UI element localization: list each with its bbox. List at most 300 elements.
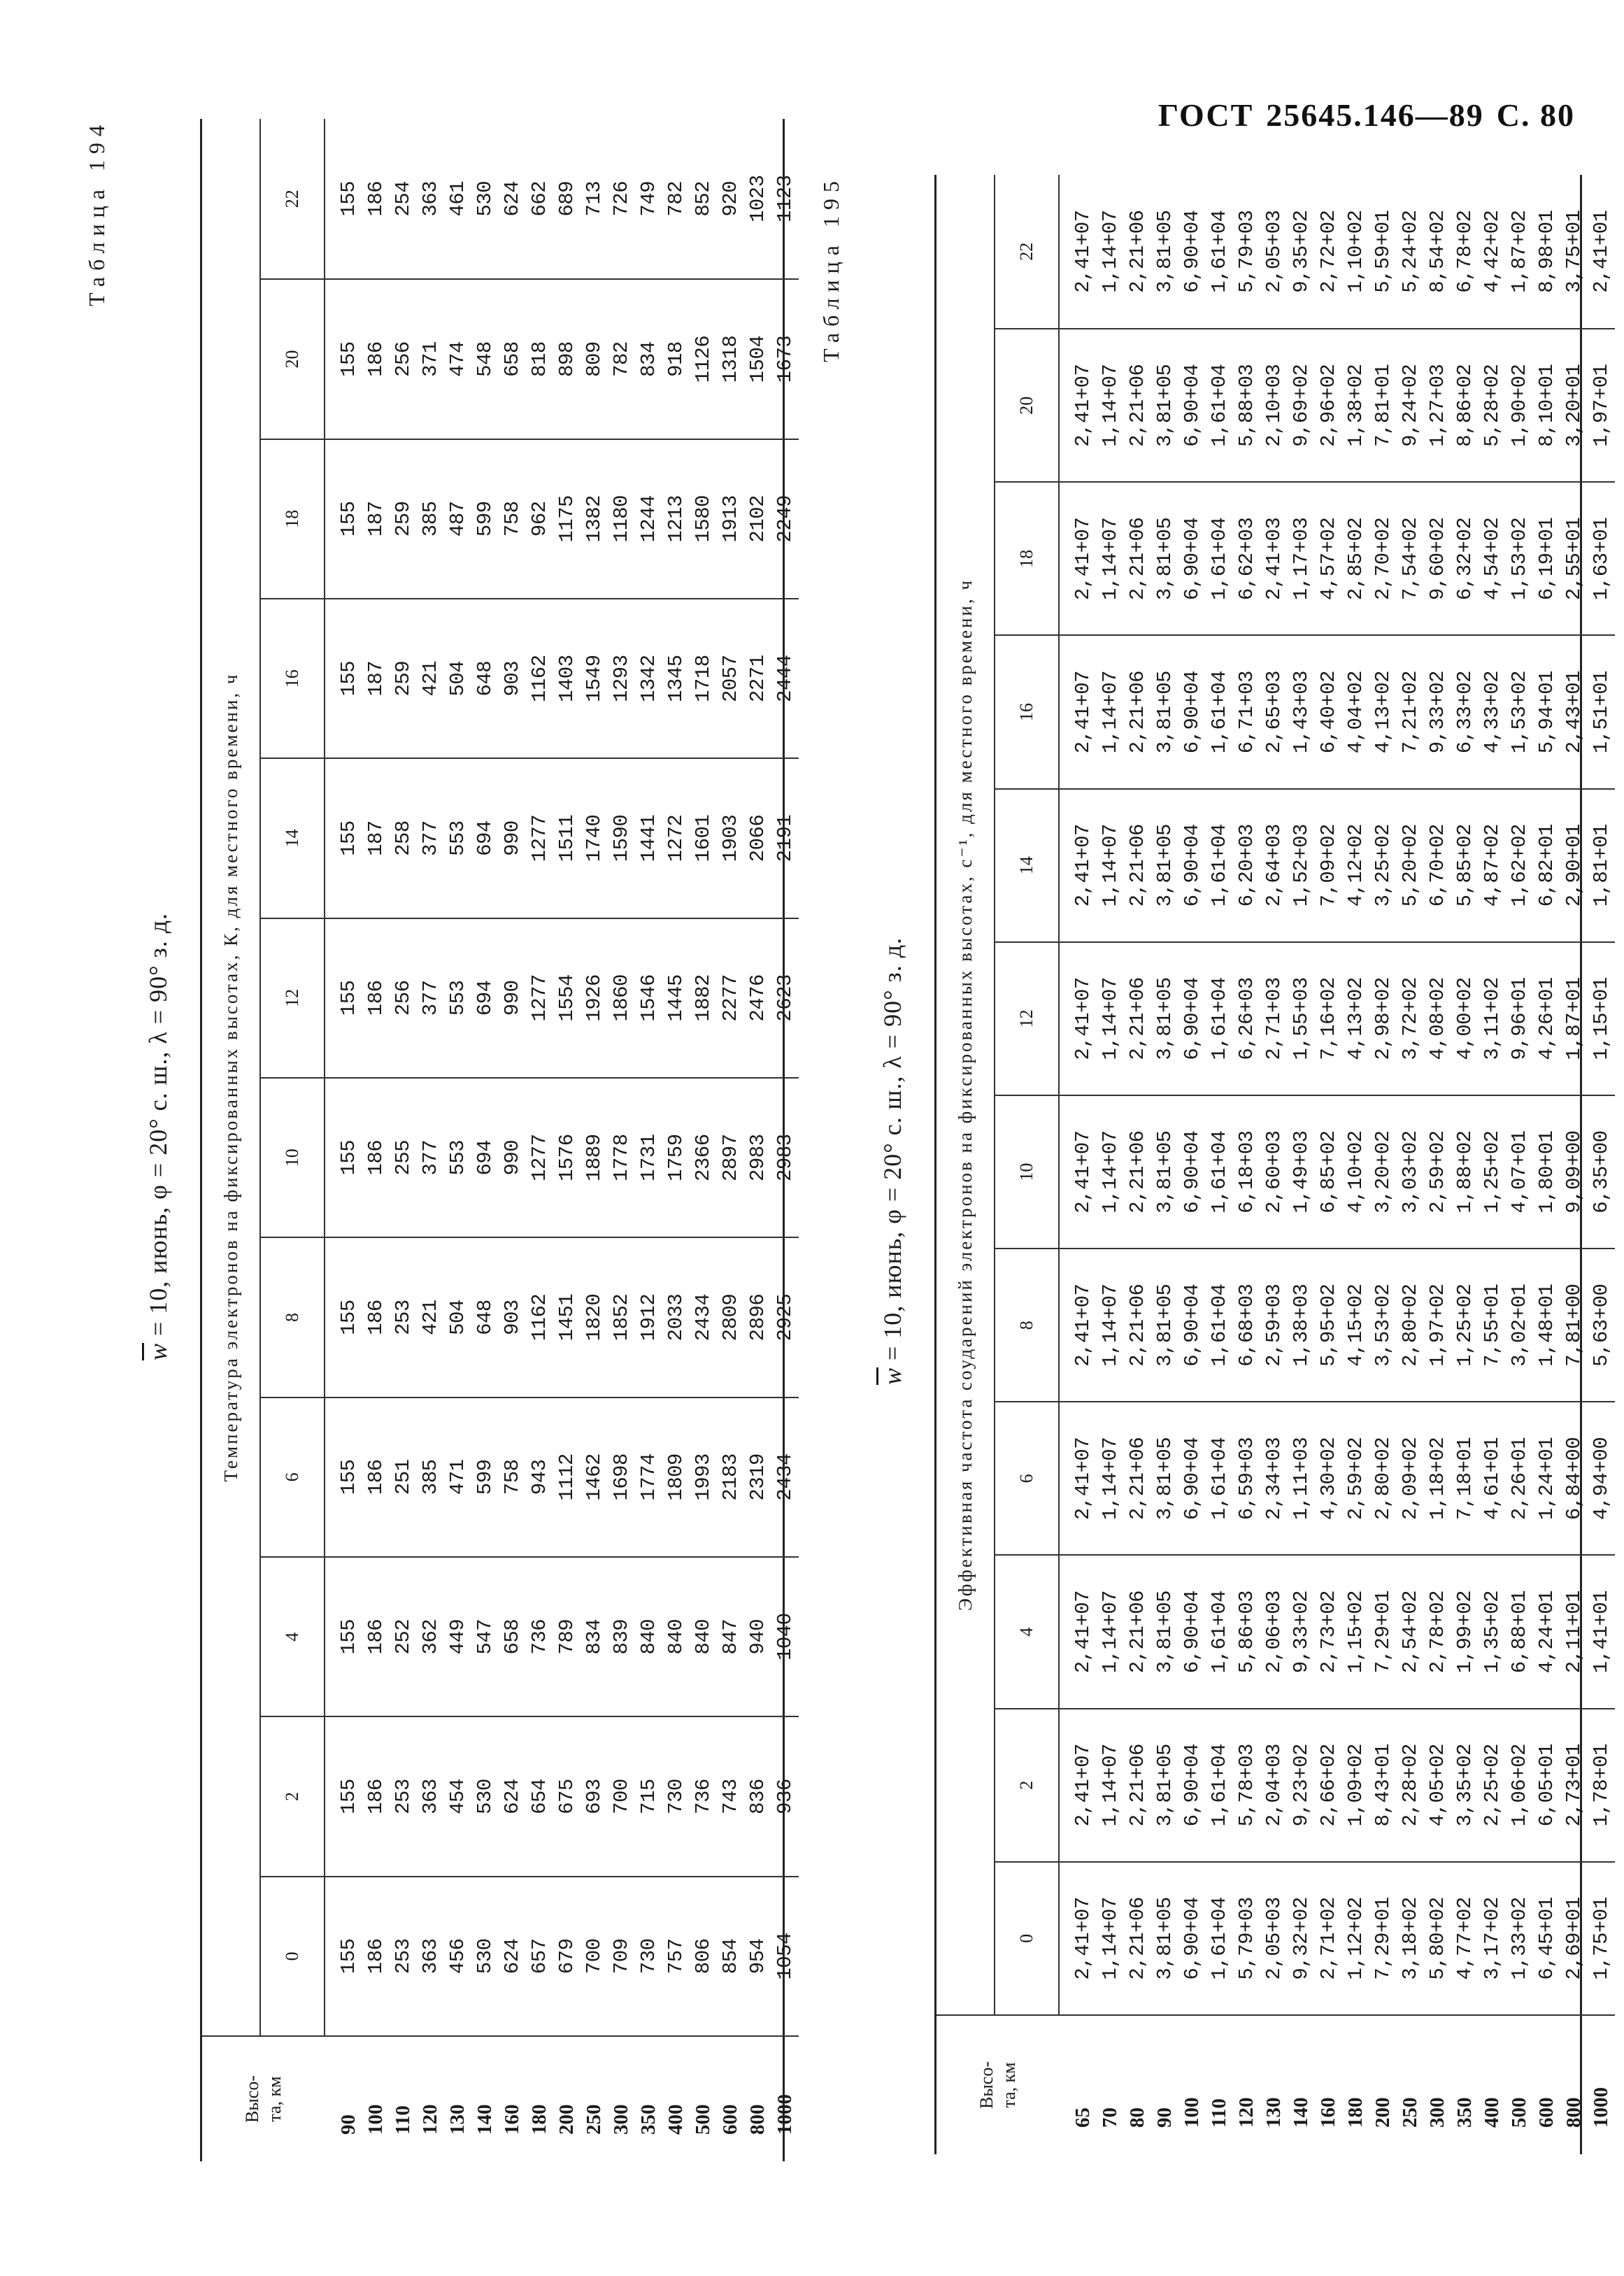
table-cell: 6,62+03: [1235, 517, 1258, 601]
table-cell: 2809: [719, 1293, 742, 1342]
table-cell: 1,61+04: [1208, 1283, 1231, 1367]
table-cell: 1,61+04: [1208, 210, 1231, 293]
table-cell: 2,41+07: [1071, 364, 1095, 447]
group-header: Температура электронов на фиксированных высотах, К, для местного времени, ч: [202, 119, 261, 2035]
table-cell: 1,53+02: [1508, 670, 1531, 754]
table-cell: 1,90+02: [1508, 364, 1531, 447]
table-cell: 1759: [664, 1134, 688, 1181]
table-cell: 1,51+01: [1590, 670, 1613, 754]
table-cell: 2897: [719, 1134, 742, 1181]
table-cell: 5,95+02: [1317, 1283, 1340, 1367]
table-cell: 256: [392, 980, 415, 1016]
table-195-frame: [811, 154, 1613, 2168]
table-cell: 3,81+05: [1153, 670, 1176, 754]
table-cell: 2,41+07: [1071, 824, 1095, 907]
table-cell: 6,90+04: [1181, 1590, 1204, 1674]
table-cell: 1698: [610, 1453, 633, 1501]
table-cell: 456: [446, 1938, 469, 1975]
table-cell: 2,73+02: [1317, 1590, 1340, 1674]
data-column: [1060, 941, 1615, 1095]
table-cell: 2,05+03: [1262, 1897, 1285, 1980]
time-column-header: 22: [261, 119, 325, 278]
height-value: 800: [1562, 2097, 1585, 2128]
table-cell: 2,59+02: [1426, 1130, 1449, 1214]
table-cell: 1740: [583, 814, 606, 862]
table-cell: 5,78+03: [1235, 1744, 1258, 1827]
table-cell: 9,60+02: [1426, 517, 1449, 601]
table-cell: 2,55+01: [1562, 517, 1586, 601]
table-cell: 1809: [664, 1453, 688, 1501]
table-cell: 2,41+07: [1071, 1437, 1095, 1521]
table-cell: 1860: [610, 974, 633, 1022]
table-cell: 3,81+05: [1153, 824, 1176, 907]
data-column: [325, 758, 799, 917]
height-value: 1000: [1590, 2087, 1612, 2128]
data-column: [1060, 1555, 1615, 1708]
table-cell: 840: [692, 1619, 715, 1655]
height-header-text: Высо- та, км: [241, 2075, 285, 2124]
table-cell: 9,33+02: [1426, 670, 1449, 754]
table-cell: 1,61+04: [1208, 1130, 1231, 1214]
time-column-header: 6: [995, 1401, 1060, 1554]
data-column: [325, 1716, 799, 1875]
table-cell: 675: [555, 1779, 578, 1814]
table-cell: 1213: [664, 495, 688, 543]
table-cell: 4,26+01: [1535, 977, 1558, 1060]
table-cell: 6,68+03: [1235, 1283, 1258, 1367]
table-cell: 898: [555, 341, 578, 377]
table-cell: 8,98+01: [1535, 210, 1558, 293]
table-cell: 1,41+01: [1590, 1590, 1613, 1674]
table-cell: 6,90+04: [1181, 1897, 1204, 1980]
table-cell: 4,12+02: [1344, 824, 1367, 907]
table-194-frame: [77, 98, 804, 2175]
table-cell: 1,78+01: [1590, 1744, 1613, 1827]
table-cell: 5,88+03: [1235, 364, 1258, 447]
table-cell: 1,15+02: [1344, 1590, 1367, 1674]
table-cell: 2066: [746, 814, 769, 862]
time-column-header: 12: [261, 918, 325, 1077]
table-cell: 836: [746, 1779, 769, 1814]
table-cell: 363: [419, 1779, 442, 1814]
table-cell: 2033: [664, 1293, 688, 1342]
height-value: 90: [1153, 2107, 1176, 2128]
table-cell: 3,81+05: [1153, 1897, 1176, 1980]
table-cell: 1244: [637, 495, 660, 543]
table-cell: 2,05+03: [1262, 210, 1285, 293]
table-cell: 1,61+04: [1208, 1437, 1231, 1521]
table-cell: 6,88+01: [1508, 1590, 1531, 1674]
table-cell: 1993: [692, 1453, 715, 1501]
table-cell: 2,41+07: [1071, 1590, 1095, 1674]
table-cell: 599: [473, 1459, 497, 1495]
table-cell: 2,21+06: [1126, 1897, 1149, 1980]
table-cell: 689: [555, 180, 578, 217]
table-cell: 4,07+01: [1508, 1130, 1531, 1214]
table-cell: 251: [392, 1459, 415, 1495]
table-cell: 1,35+02: [1481, 1590, 1504, 1674]
table-cell: 9,23+02: [1290, 1744, 1313, 1827]
data-column: [325, 1077, 799, 1237]
table-cell: 155: [337, 501, 360, 537]
table-cell: 730: [637, 1938, 660, 1975]
table-cell: 6,90+04: [1181, 824, 1204, 907]
table-cell: 1,63+01: [1590, 517, 1613, 601]
table-cell: 186: [364, 1139, 387, 1176]
table-cell: 624: [501, 1779, 524, 1814]
table-cell: 421: [419, 660, 442, 697]
table-cell: 1,97+01: [1590, 364, 1613, 447]
data-column: [1060, 1708, 1615, 1861]
table-cell: 2102: [746, 495, 769, 543]
table-cell: 2,21+06: [1126, 1590, 1149, 1674]
table-cell: 1,17+03: [1290, 517, 1313, 601]
table-cell: 487: [446, 501, 469, 537]
table-cell: 2,21+06: [1126, 977, 1149, 1060]
table-cell: 3,20+02: [1372, 1130, 1395, 1214]
table-cell: 2623: [774, 974, 797, 1022]
data-column: [325, 278, 799, 438]
table-cell: 1580: [692, 495, 715, 543]
table-cell: 2,71+02: [1317, 1897, 1340, 1980]
data-column: [325, 439, 799, 598]
table-cell: 693: [583, 1779, 606, 1814]
height-value: 80: [1126, 2107, 1148, 2128]
table-cell: 1,61+04: [1208, 824, 1231, 907]
table-cell: 4,05+02: [1426, 1744, 1449, 1827]
table-cell: 253: [392, 1938, 415, 1975]
table-cell: 1926: [583, 974, 606, 1022]
height-value: 110: [392, 2105, 414, 2135]
table-cell: 7,18+01: [1453, 1437, 1476, 1521]
height-value: 250: [1399, 2097, 1421, 2128]
table-cell: 624: [501, 1938, 524, 1975]
height-value: 140: [1290, 2097, 1312, 2128]
data-column: [1060, 175, 1615, 328]
table-cell: 2,73+01: [1562, 1744, 1586, 1827]
data-column: [325, 598, 799, 758]
table-cell: 155: [337, 660, 360, 697]
time-column-header: 14: [261, 758, 325, 917]
table-cell: 2,21+06: [1126, 210, 1149, 293]
table-cell: 2249: [774, 495, 797, 543]
title-symbol: $\overline{w}$: [878, 1367, 906, 1386]
table-cell: 1,75+01: [1590, 1897, 1613, 1980]
table-cell: 2896: [746, 1293, 769, 1342]
table-cell: 377: [419, 1139, 442, 1176]
data-column: [1060, 1861, 1615, 2014]
table-cell: 2,80+02: [1399, 1283, 1422, 1367]
data-column: [325, 119, 799, 278]
table-cell: 7,81+01: [1372, 364, 1395, 447]
table-cell: 4,33+02: [1481, 670, 1504, 754]
table-cell: 4,54+02: [1481, 517, 1504, 601]
table-cell: 2,98+02: [1372, 977, 1395, 1060]
table-cell: 918: [664, 341, 688, 377]
table-cell: 679: [555, 1938, 578, 1975]
table-cell: 852: [692, 180, 715, 217]
table-cell: 1,61+04: [1208, 1590, 1231, 1674]
time-column-header: 4: [995, 1555, 1060, 1708]
table-cell: 5,79+03: [1235, 1897, 1258, 1980]
table-cell: 6,90+04: [1181, 364, 1204, 447]
table-cell: 155: [337, 341, 360, 377]
table-cell: 599: [473, 501, 497, 537]
table-cell: 2,60+03: [1262, 1130, 1285, 1214]
table-cell: 1,10+02: [1344, 210, 1367, 293]
table-cell: 256: [392, 341, 415, 377]
table-cell: 186: [364, 1779, 387, 1814]
table-cell: 6,90+04: [1181, 1283, 1204, 1367]
table-cell: 377: [419, 820, 442, 856]
table-cell: 2,66+02: [1317, 1744, 1340, 1827]
table-cell: 3,25+02: [1372, 824, 1395, 907]
table-cell: 1820: [583, 1293, 606, 1342]
table-cell: 954: [746, 1938, 769, 1975]
table-cell: 2,41+07: [1071, 1130, 1095, 1214]
table-cell: 252: [392, 1619, 415, 1655]
table-cell: 6,59+03: [1235, 1437, 1258, 1521]
table-cell: 9,32+02: [1290, 1897, 1313, 1980]
table-cell: 2,34+03: [1262, 1437, 1285, 1521]
table-cell: 2,41+07: [1071, 210, 1095, 293]
table-cell: 1,33+02: [1508, 1897, 1531, 1980]
table-cell: 6,90+04: [1181, 1437, 1204, 1521]
table-cell: 840: [637, 1619, 660, 1655]
table-cell: 1451: [555, 1293, 578, 1342]
time-column-header: 18: [995, 481, 1060, 634]
table-cell: 155: [337, 1938, 360, 1975]
height-value: 120: [419, 2104, 441, 2135]
table-cell: 736: [528, 1619, 551, 1655]
table-cell: 726: [610, 180, 633, 217]
table-cell: 9,09+00: [1562, 1130, 1586, 1214]
table-cell: 6,32+02: [1453, 517, 1476, 601]
table-cell: 2925: [774, 1293, 797, 1342]
table-cell: 4,87+02: [1481, 824, 1504, 907]
table-cell: 1774: [637, 1453, 660, 1501]
table-cell: 1,88+02: [1453, 1130, 1476, 1214]
table-cell: 2319: [746, 1453, 769, 1501]
table-cell: 6,33+02: [1453, 670, 1476, 754]
time-column-header: 10: [261, 1077, 325, 1237]
table-label: Таблица 195: [818, 175, 843, 362]
table-cell: 990: [501, 820, 524, 856]
data-grid: [934, 175, 1613, 2154]
table-cell: 5,79+03: [1235, 210, 1258, 293]
height-value: 300: [1426, 2097, 1448, 2128]
height-column-header: [936, 2014, 1060, 2154]
table-cell: 371: [419, 341, 442, 377]
table-cell: 1,14+07: [1099, 1283, 1122, 1367]
table-cell: 1,14+07: [1099, 977, 1122, 1060]
table-cell: 1,14+07: [1099, 824, 1122, 907]
table-cell: 7,54+02: [1399, 517, 1422, 601]
table-cell: 1,87+02: [1508, 210, 1531, 293]
table-cell: 3,75+01: [1562, 210, 1586, 293]
table-cell: 730: [664, 1779, 688, 1814]
height-value: 200: [1372, 2097, 1394, 2128]
table-cell: 1,55+03: [1290, 977, 1313, 1060]
table-cell: 4,08+02: [1426, 977, 1449, 1060]
table-cell: 6,90+04: [1181, 670, 1204, 754]
table-cell: 806: [692, 1938, 715, 1975]
table-cell: 1382: [583, 495, 606, 543]
table-cell: 385: [419, 1459, 442, 1495]
table-195: [811, 154, 1613, 2168]
table-cell: 2983: [746, 1134, 769, 1181]
table-cell: 2,80+02: [1372, 1437, 1395, 1521]
table-cell: 1445: [664, 974, 688, 1022]
time-column-header: 2: [995, 1708, 1060, 1861]
table-cell: 155: [337, 180, 360, 217]
table-cell: 155: [337, 820, 360, 856]
table-cell: 449: [446, 1619, 469, 1655]
table-cell: 3,81+05: [1153, 1437, 1176, 1521]
table-cell: 1882: [692, 974, 715, 1022]
table-cell: 4,24+01: [1535, 1590, 1558, 1674]
table-cell: 3,81+05: [1153, 1283, 1176, 1367]
table-cell: 2,21+06: [1126, 1744, 1149, 1827]
table-cell: 1590: [610, 814, 633, 862]
table-cell: 2,43+01: [1562, 670, 1586, 754]
table-cell: 9,96+01: [1508, 977, 1531, 1060]
height-value: 130: [1262, 2097, 1285, 2128]
table-cell: 758: [501, 501, 524, 537]
table-cell: 1,24+01: [1535, 1437, 1558, 1521]
table-cell: 4,13+02: [1344, 977, 1367, 1060]
time-column-header: 14: [995, 788, 1060, 941]
time-column-header: 18: [261, 439, 325, 598]
table-cell: 7,81+00: [1562, 1283, 1586, 1367]
table-cell: 1,61+04: [1208, 1897, 1231, 1980]
time-column-header: 2: [261, 1716, 325, 1875]
table-cell: 1318: [719, 335, 742, 383]
table-cell: 1123: [774, 175, 797, 222]
table-cell: 1,14+07: [1099, 1897, 1122, 1980]
table-cell: 186: [364, 980, 387, 1016]
table-cell: 2,90+01: [1562, 824, 1586, 907]
table-cell: 1,38+02: [1344, 364, 1367, 447]
table-cell: 834: [583, 1619, 606, 1655]
table-cell: 648: [473, 660, 497, 697]
table-cell: 7,55+01: [1481, 1283, 1504, 1367]
table-cell: 5,59+01: [1372, 210, 1395, 293]
time-column-header: 10: [995, 1095, 1060, 1248]
table-cell: 255: [392, 1139, 415, 1176]
table-cell: 2,70+02: [1372, 517, 1395, 601]
table-cell: 782: [610, 341, 633, 377]
table-cell: 2,28+02: [1399, 1744, 1422, 1827]
table-cell: 789: [555, 1619, 578, 1655]
table-cell: 4,57+02: [1317, 517, 1340, 601]
height-value: 120: [1235, 2097, 1258, 2128]
table-cell: 1,48+01: [1535, 1283, 1558, 1367]
height-value: 100: [1181, 2097, 1203, 2128]
table-cell: 758: [501, 1459, 524, 1495]
table-cell: 2,21+06: [1126, 1283, 1149, 1367]
table-cell: 1718: [692, 655, 715, 702]
table-cell: 1,14+07: [1099, 517, 1122, 601]
data-column: [325, 1556, 799, 1716]
table-cell: 8,54+02: [1426, 210, 1449, 293]
data-column: [1060, 1248, 1615, 1401]
table-cell: 809: [583, 341, 606, 377]
table-cell: 6,78+02: [1453, 210, 1476, 293]
table-cell: 2,64+03: [1262, 824, 1285, 907]
table-cell: 2,41+07: [1071, 517, 1095, 601]
table-cell: 2,21+06: [1126, 1437, 1149, 1521]
time-column-header: 20: [261, 278, 325, 438]
table-cell: 1673: [774, 335, 797, 383]
data-column: [325, 918, 799, 1077]
table-cell: 3,20+01: [1562, 364, 1586, 447]
table-cell: 187: [364, 501, 387, 537]
table-cell: 2,72+02: [1317, 210, 1340, 293]
height-value: 1000: [774, 2094, 796, 2135]
table-cell: 2,41+01: [1590, 210, 1613, 293]
table-cell: 657: [528, 1938, 551, 1975]
table-cell: 6,05+01: [1535, 1744, 1558, 1827]
table-title: [116, 98, 200, 2175]
table-cell: 5,80+02: [1426, 1897, 1449, 1980]
height-value: 600: [1535, 2097, 1558, 2128]
table-cell: 1,14+07: [1099, 670, 1122, 754]
data-column: [1060, 328, 1615, 481]
table-cell: 187: [364, 820, 387, 856]
table-cell: 259: [392, 660, 415, 697]
table-cell: 2,09+02: [1399, 1437, 1422, 1521]
data-column: [1060, 635, 1615, 788]
table-cell: 4,61+01: [1481, 1437, 1504, 1521]
table-cell: 3,11+02: [1481, 977, 1504, 1060]
table-cell: 662: [528, 180, 551, 217]
data-column: [325, 1237, 799, 1396]
table-cell: 840: [664, 1619, 688, 1655]
table-cell: 713: [583, 180, 606, 217]
table-cell: 1903: [719, 814, 742, 862]
table-cell: 253: [392, 1300, 415, 1335]
table-cell: 5,20+02: [1399, 824, 1422, 907]
table-cell: 1342: [637, 655, 660, 702]
table-cell: 1,61+04: [1208, 1744, 1231, 1827]
table-cell: 1,38+03: [1290, 1283, 1313, 1367]
time-column-header: 0: [261, 1876, 325, 2035]
table-cell: 2,21+06: [1126, 1130, 1149, 1214]
table-cell: 736: [692, 1779, 715, 1814]
table-cell: 1126: [692, 335, 715, 383]
table-cell: 2,21+06: [1126, 364, 1149, 447]
table-cell: 530: [473, 1779, 497, 1814]
table-cell: 155: [337, 1300, 360, 1335]
table-cell: 1403: [555, 655, 578, 702]
height-value: 90: [337, 2114, 359, 2135]
table-cell: 2,06+03: [1262, 1590, 1285, 1674]
table-cell: 3,81+05: [1153, 977, 1176, 1060]
table-cell: 2,85+02: [1344, 517, 1367, 601]
table-cell: 254: [392, 180, 415, 217]
height-value: 500: [692, 2104, 714, 2135]
table-cell: 658: [501, 1619, 524, 1655]
table-cell: 1277: [528, 814, 551, 862]
table-cell: 5,63+00: [1590, 1283, 1613, 1367]
table-cell: 6,20+03: [1235, 824, 1258, 907]
table-cell: 3,81+05: [1153, 1744, 1176, 1827]
table-cell: 6,90+04: [1181, 977, 1204, 1060]
table-cell: 1,14+07: [1099, 1744, 1122, 1827]
table-cell: 155: [337, 1619, 360, 1655]
time-column-header: 20: [995, 328, 1060, 481]
